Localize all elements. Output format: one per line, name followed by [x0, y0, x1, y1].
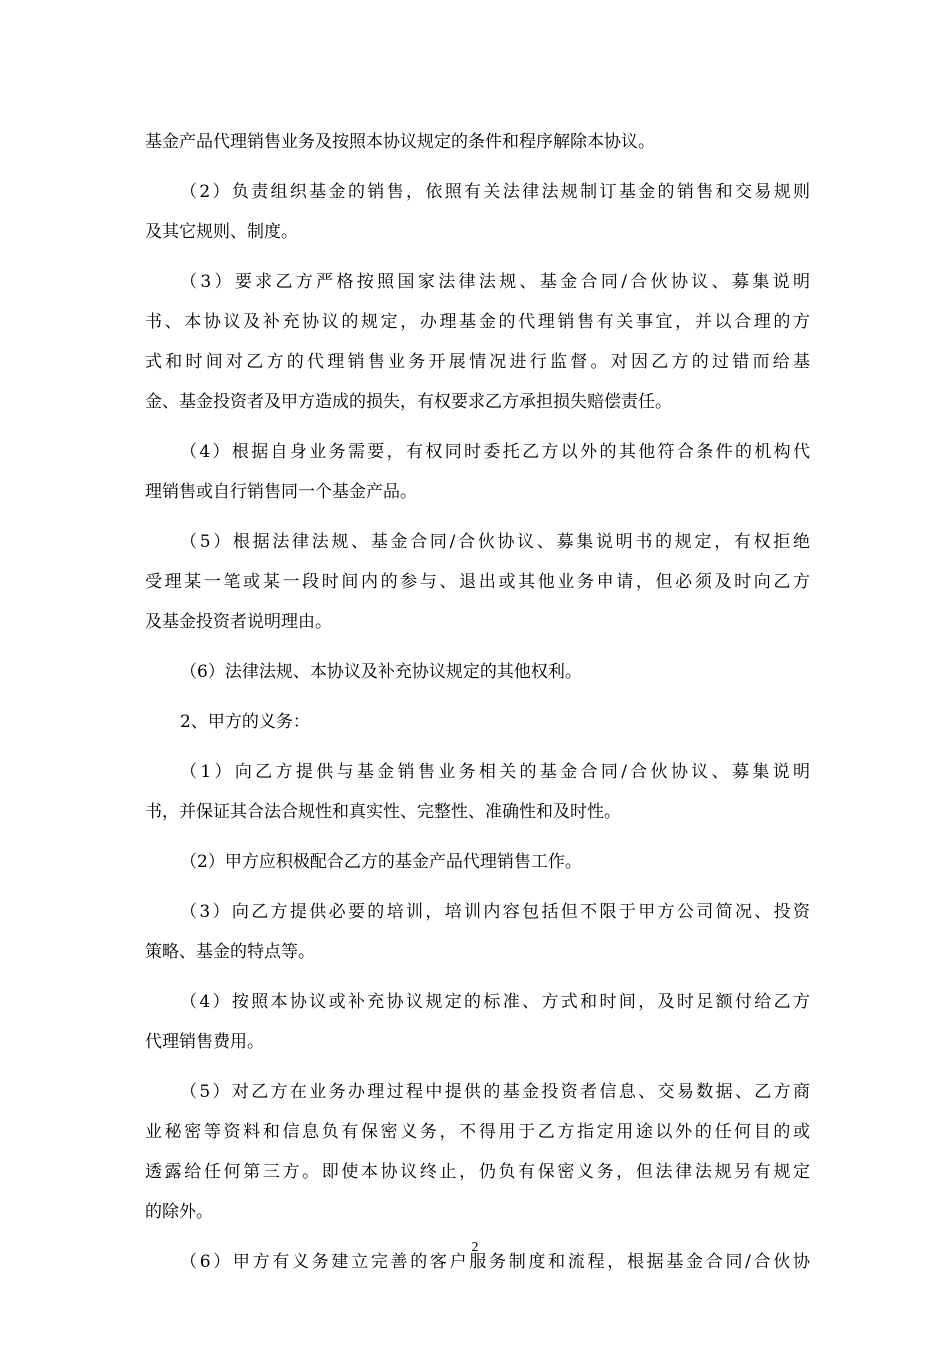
- text-line: 的除外。: [145, 1202, 213, 1222]
- text-line: （1）向乙方提供与基金销售业务相关的基金合同/合伙协议、募集说明: [180, 762, 810, 782]
- text-line: （6）甲方有义务建立完善的客户服务制度和流程，根据基金合同/合伙协: [180, 1252, 810, 1272]
- text-line: （5）对乙方在业务办理过程中提供的基金投资者信息、交易数据、乙方商: [180, 1082, 810, 1102]
- text-line: 书，并保证其合法合规性和真实性、完整性、准确性和及时性。: [145, 802, 621, 822]
- text-line: （5）根据法律法规、基金合同/合伙协议、募集说明书的规定，有权拒绝: [180, 532, 810, 552]
- text-line: 金、基金投资者及甲方造成的损失，有权要求乙方承担损失赔偿责任。: [145, 392, 672, 412]
- text-line: 式和时间对乙方的代理销售业务开展情况进行监督。对因乙方的过错而给基: [145, 352, 810, 372]
- text-line: （2）负责组织基金的销售，依照有关法律法规制订基金的销售和交易规则: [180, 182, 810, 202]
- text-line: 书、本协议及补充协议的规定，办理基金的代理销售有关事宜，并以合理的方: [145, 312, 810, 332]
- text-line: （2）甲方应积极配合乙方的基金产品代理销售工作。: [180, 852, 582, 872]
- text-line: （3）要求乙方严格按照国家法律法规、基金合同/合伙协议、募集说明: [180, 272, 810, 292]
- text-line: 及基金投资者说明理由。: [145, 612, 332, 632]
- text-line: 策略、基金的特点等。: [145, 942, 315, 962]
- text-line: 及其它规则、制度。: [145, 222, 298, 242]
- text-line: 业秘密等资料和信息负有保密义务，不得用于乙方指定用途以外的任何目的或: [145, 1122, 810, 1142]
- text-line: 受理某一笔或某一段时间内的参与、退出或其他业务申请，但必须及时向乙方: [145, 572, 810, 592]
- text-line: 透露给任何第三方。即使本协议终止，仍负有保密义务，但法律法规另有规定: [145, 1162, 810, 1182]
- body-text: [145, 122, 810, 1282]
- text-line: （6）法律法规、本协议及补充协议规定的其他权利。: [180, 662, 582, 682]
- text-line: 代理销售费用。: [145, 1032, 264, 1052]
- text-line: （4）按照本协议或补充协议规定的标准、方式和时间，及时足额付给乙方: [180, 992, 810, 1012]
- page-number: 2: [471, 1240, 479, 1255]
- text-line: （3）向乙方提供必要的培训，培训内容包括但不限于甲方公司简况、投资: [180, 902, 810, 922]
- text-line: （4）根据自身业务需要，有权同时委托乙方以外的其他符合条件的机构代: [180, 442, 810, 462]
- text-line: 基金产品代理销售业务及按照本协议规定的条件和程序解除本协议。: [145, 132, 655, 152]
- text-line: 理销售或自行销售同一个基金产品。: [145, 482, 417, 502]
- section-heading: 2、甲方的义务：: [180, 712, 310, 732]
